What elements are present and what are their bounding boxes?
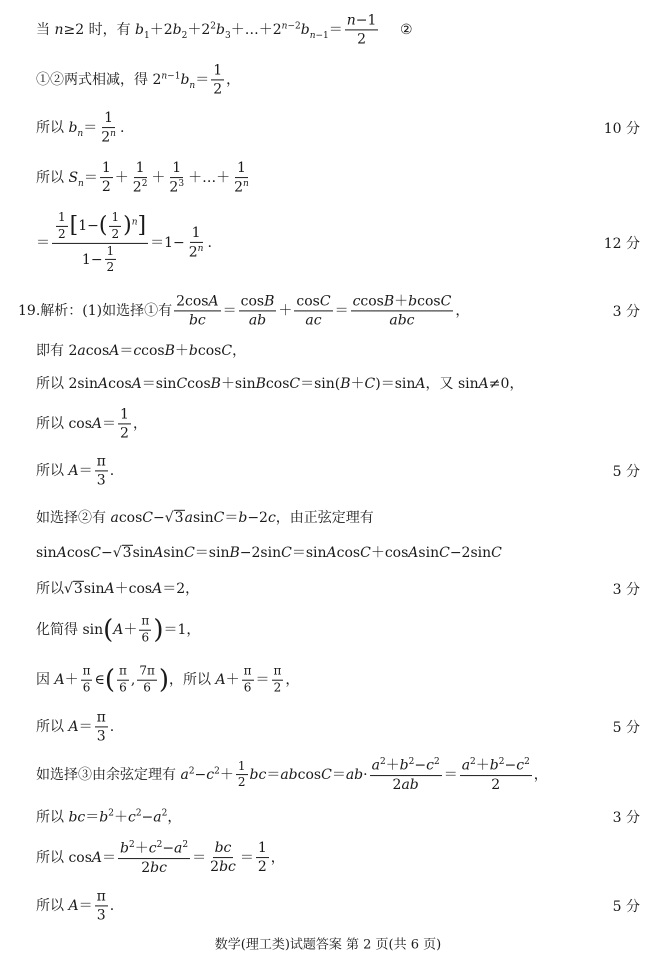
score-label: 10 分 [603, 121, 640, 137]
math-line: 所以√3sinA＋cosA＝2， [36, 580, 200, 597]
math-line: 所以 $bc=b^2+c^2-a^2$， [36, 808, 182, 826]
score-label: 5 分 [612, 899, 640, 915]
page-footer: 数学(理工类)试题答案 第 2 页(共 6 页) [214, 937, 442, 953]
line-10 [0, 453, 656, 489]
line-18 [0, 808, 656, 826]
math-line: sinAcosC−√3sinAsinC＝sinB−2sinC＝sinAcosC＋cosAsinC−2sinC [36, 544, 502, 561]
math-line: 当 n≥2 时，有 $b_1+2b_2+2^2b_3+\dots+2^{n-2}b_{n-1}=$ $\frac{n-1}{2}$ [36, 12, 377, 48]
line-19 [0, 840, 656, 876]
score-label: 5 分 [612, 464, 640, 480]
equation-mark: ② [400, 22, 413, 38]
math-line: 所以 $b_n=$ $\frac{1}{2^n}$ . [36, 110, 125, 146]
math-line: 如选择③由余弦定理有 $a^2-c^2+$ $\frac{1}{2}$ bc＝abcosC＝ab· $\frac{a^2+b^2-c^2}{2ab}$ ＝ $\frac{a^2+b^2-c^2}{2}$ ， [36, 757, 548, 793]
math-line: 所以 cosA＝ $\frac{1}{2}$ ， [36, 406, 147, 442]
score-label: 3 分 [612, 582, 640, 598]
math-line: ①②两式相减，得 $2^{n-1}b_n=$ $\frac{1}{2}$ ， [36, 62, 241, 98]
line-4 [0, 160, 656, 196]
line-11 [0, 509, 656, 526]
line-3 [0, 110, 656, 146]
math-line: 所以 A＝ $\frac{\pi}{3}$ . [36, 888, 115, 924]
line-1 [0, 12, 656, 48]
line-16 [0, 709, 656, 745]
line-13 [0, 580, 656, 598]
math-line: 19.解析：(1)如选择①有 $\frac{2\cos A}{bc}$ ＝ $\frac{\cos B}{ab}$ ＋ $\frac{\cos C}{ac}$ ＝ $\frac{ccosB+bcosC}{\text{abc}}$ ， [18, 293, 470, 329]
line-14 [0, 613, 656, 645]
math-line: 所以 2sinAcosA＝sinCcosB＋sinBcosC＝sin(B＋C)＝sinA，又 sinA≠0， [36, 376, 524, 392]
line-2 [0, 62, 656, 98]
math-line: 所以 $S_n=$ $\frac{1}{2}$ ＋ $\frac{1}{2^2}$ ＋ $\frac{1}{2^3}$ ＋…＋ $\frac{1}{2^n}$ [36, 160, 249, 196]
math-line: 即有 2acosA＝ccosB＋bcosC， [36, 343, 247, 359]
line-6 [0, 293, 656, 329]
math-line: ＝ $\frac{1}{2}$ [1−( $\frac{1}{2}$ )$^n$] 1− $\frac{1}{2}$ ＝1− $\frac{1}{2^n}$ . [36, 209, 212, 275]
math-line: 因 A＋ $\frac{\pi}{6}$ ∈( $\frac{\pi}{6}$ , $\frac{7\pi}{6}$ )，所以 A＋ $\frac{\pi}{6}$ ＝ $\frac{\pi}{2}$ ， [36, 663, 300, 695]
score-label: 12 分 [603, 236, 640, 252]
math-line: 所以 A＝ $\frac{\pi}{3}$ . [36, 709, 115, 745]
math-line: 所以 cosA＝ $\frac{b^2+c^2-a^2}{2bc}$ ＝ $\frac{bc}{2bc}$ ＝ $\frac{1}{2}$ ， [36, 840, 285, 876]
line-9 [0, 406, 656, 442]
line-17 [0, 757, 656, 793]
line-8 [0, 376, 656, 392]
math-line: 如选择②有 acosC−√3asinC＝b−2c，由正弦定理有 [36, 509, 374, 526]
line-7 [0, 343, 656, 359]
line-20 [0, 888, 656, 924]
math-line: 化简得 sin(A＋ $\frac{\pi}{6}$ )＝1， [36, 613, 201, 645]
score-label: 3 分 [612, 304, 640, 320]
math-line: 所以 A＝ $\frac{\pi}{3}$ . [36, 453, 115, 489]
score-label: 3 分 [612, 810, 640, 826]
line-12 [0, 544, 656, 561]
line-15 [0, 663, 656, 695]
line-5 [0, 209, 656, 275]
question-number: 19. [18, 303, 41, 319]
score-label: 5 分 [612, 720, 640, 736]
